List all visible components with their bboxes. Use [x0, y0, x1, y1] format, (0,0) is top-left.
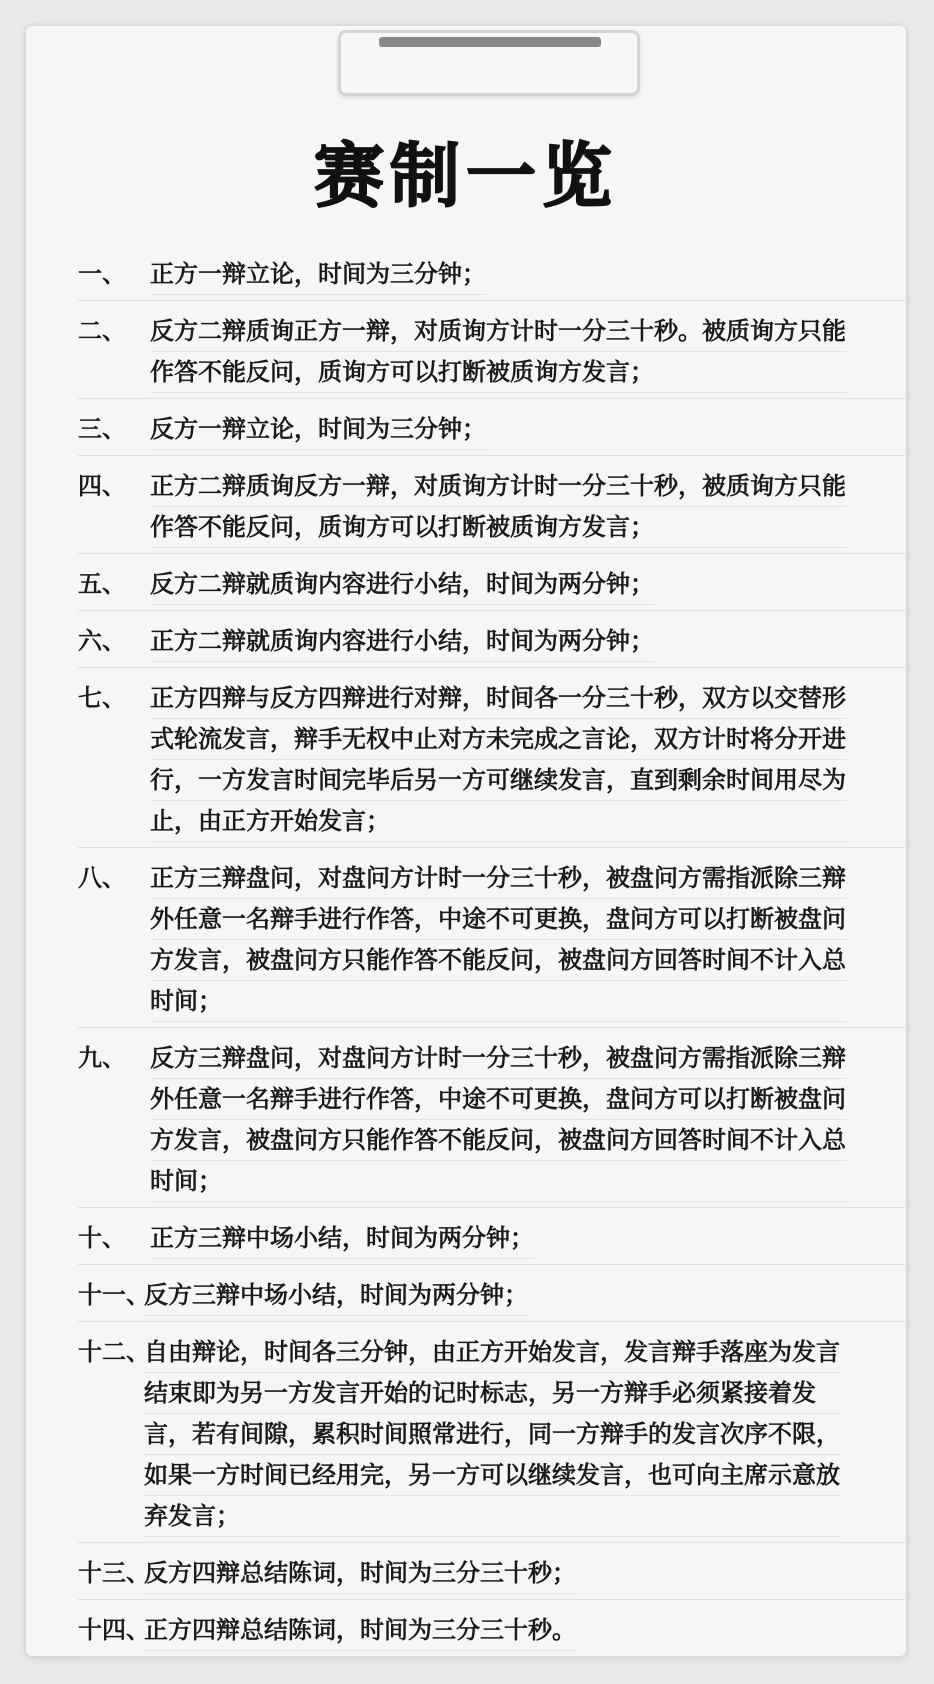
- rule-line: 反方三辩中场小结，时间为两分钟；: [144, 1275, 528, 1316]
- rule-line: 正方二辩质询反方一辩，对质询方计时一分三十秒，被质询方只能: [150, 466, 846, 507]
- rule-line: 作答不能反问，质询方可以打断被质询方发言；: [150, 507, 846, 548]
- rule-item: [78, 409, 906, 450]
- rule-text: [144, 1332, 840, 1537]
- rule-line: 方发言，被盘问方只能作答不能反问，被盘问方回答时间不计入总: [150, 1120, 846, 1161]
- rule-line: 正方一辩立论，时间为三分钟；: [150, 254, 486, 295]
- rule-line: 方发言，被盘问方只能作答不能反问，被盘问方回答时间不计入总: [150, 940, 846, 981]
- rule-item: [78, 858, 906, 1022]
- rule-line: 作答不能反问，质询方可以打断被质询方发言；: [150, 352, 846, 393]
- rule-number: 十一、: [78, 1281, 150, 1309]
- rule-line: 外任意一名辩手进行作答，中途不可更换，盘问方可以打断被盘问: [150, 1079, 846, 1120]
- rule-number: 十二、: [78, 1338, 150, 1366]
- rule-item: [78, 466, 906, 548]
- rule-item: [78, 254, 906, 295]
- rule-text: [150, 311, 846, 393]
- rule-item: [78, 1275, 906, 1316]
- rule-line: 正方四辩与反方四辩进行对辩，时间各一分三十秒，双方以交替形: [150, 678, 846, 719]
- rule-text: [150, 1218, 534, 1259]
- rule-text: [150, 858, 846, 1022]
- rule-line: 言，若有间隙，累积时间照常进行，同一方辩手的发言次序不限，: [144, 1414, 840, 1455]
- rule-line: 结束即为另一方发言开始的记时标志，另一方辩手必须紧接着发: [144, 1373, 840, 1414]
- rule-number: 七、: [78, 684, 126, 712]
- rule-line: 时间；: [150, 1161, 846, 1202]
- rule-item: [78, 678, 906, 842]
- rule-number: 二、: [78, 317, 126, 345]
- rule-number: 八、: [78, 864, 126, 892]
- rule-text: [144, 1610, 576, 1651]
- clipboard-clip: [338, 30, 640, 96]
- rule-text: [150, 621, 654, 662]
- rule-number: 十、: [78, 1224, 126, 1252]
- rule-number: 五、: [78, 570, 126, 598]
- rule-line: 反方二辩就质询内容进行小结，时间为两分钟；: [150, 564, 654, 605]
- rule-line: 式轮流发言，辩手无权中止对方未完成之言论，双方计时将分开进: [150, 719, 846, 760]
- rule-item: [78, 1610, 906, 1651]
- rule-text: [144, 1275, 528, 1316]
- rule-line: 行，一方发言时间完毕后另一方可继续发言，直到剩余时间用尽为: [150, 760, 846, 801]
- rule-text: [150, 564, 654, 605]
- rule-line: 正方三辩中场小结，时间为两分钟；: [150, 1218, 534, 1259]
- rule-line: 反方二辩质询正方一辩，对质询方计时一分三十秒。被质询方只能: [150, 311, 846, 352]
- rule-line: 自由辩论，时间各三分钟，由正方开始发言，发言辩手落座为发言: [144, 1332, 840, 1373]
- rule-item: [78, 1038, 906, 1202]
- rule-line: 反方三辩盘问，对盘问方计时一分三十秒，被盘问方需指派除三辩: [150, 1038, 846, 1079]
- page-title: 赛制一览: [314, 135, 618, 217]
- rule-text: [150, 1038, 846, 1202]
- rule-item: [78, 1553, 906, 1594]
- rule-line: 如果一方时间已经用完，另一方可以继续发言，也可向主席示意放: [144, 1455, 840, 1496]
- rule-item: [78, 1332, 906, 1537]
- rule-text: [144, 1553, 576, 1594]
- rule-item: [78, 311, 906, 393]
- rule-number: 九、: [78, 1044, 126, 1072]
- rule-line: 正方三辩盘问，对盘问方计时一分三十秒，被盘问方需指派除三辩: [150, 858, 846, 899]
- rule-text: [150, 409, 486, 450]
- rule-text: [150, 678, 846, 842]
- rule-number: 六、: [78, 627, 126, 655]
- rule-text: [150, 254, 486, 295]
- rule-line: 正方四辩总结陈词，时间为三分三十秒。: [144, 1610, 576, 1651]
- rule-number: 十四、: [78, 1616, 150, 1644]
- rule-line: 正方二辩就质询内容进行小结，时间为两分钟；: [150, 621, 654, 662]
- rule-item: [78, 564, 906, 605]
- rule-item: [78, 621, 906, 662]
- rule-number: 三、: [78, 415, 126, 443]
- rule-line: 反方一辩立论，时间为三分钟；: [150, 409, 486, 450]
- clip-bar: [379, 37, 601, 47]
- rule-line: 时间；: [150, 981, 846, 1022]
- rule-line: 弃发言；: [144, 1496, 840, 1537]
- rule-line: 止，由正方开始发言；: [150, 801, 846, 842]
- rule-number: 一、: [78, 260, 126, 288]
- rule-line: 外任意一名辩手进行作答，中途不可更换，盘问方可以打断被盘问: [150, 899, 846, 940]
- rule-number: 十三、: [78, 1559, 150, 1587]
- rules-list: [78, 254, 906, 1667]
- clipboard: [26, 26, 906, 1656]
- rule-text: [150, 466, 846, 548]
- rule-number: 四、: [78, 472, 126, 500]
- rule-line: 反方四辩总结陈词，时间为三分三十秒；: [144, 1553, 576, 1594]
- rule-item: [78, 1218, 906, 1259]
